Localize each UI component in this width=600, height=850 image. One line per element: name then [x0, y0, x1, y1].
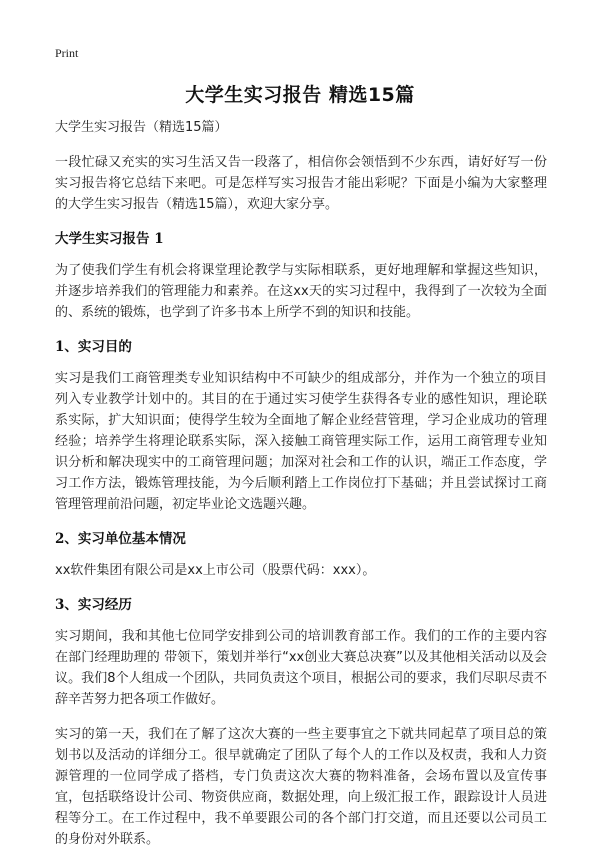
section-intro-paragraph: 为了使我们学生有机会将课堂理论教学与实际相联系，更好地理解和掌握这些知识，并逐步培养我们的管理能力和素养。在这xx天的实习过程中，我得到了一次较为全面的、系统的锻炼，也学到了许多书本上所学不到的知识和技能。	[55, 263, 547, 320]
heading-purpose: 1、实习目的	[55, 339, 132, 355]
section-heading: 大学生实习报告 1	[55, 231, 164, 247]
subtitle: 大学生实习报告（精选15篇）	[55, 120, 228, 135]
heading-experience: 3、实习经历	[55, 597, 132, 613]
experience-paragraph-1: 实习期间，我和其他七位同学安排到公司的培训教育部工作。我们的工作的主要内容在部门经理助理的 带领下，策划并举行“xx创业大赛总决赛”以及其他相关活动以及会议。我们8个人组成一个团队，共同负责这个项目，根据公司的要求，我们尽职尽责不辞辛苦努力把各项工作做好。	[55, 629, 547, 707]
company-info-paragraph: xx软件集团有限公司是xx上市公司（股票代码：xxx）。	[55, 563, 376, 578]
print-link[interactable]: Print	[55, 46, 79, 60]
page-title: 大学生实习报告 精选15篇	[185, 84, 415, 106]
document-body	[55, 117, 547, 850]
intro-paragraph: 一段忙碌又充实的实习生活又告一段落了，相信你会领悟到不少东西，请好好写一份实习报告将它总结下来吧。可是怎样写实习报告才能出彩呢？下面是小编为大家整理的大学生实习报告（精选15篇），欢迎大家分享。	[55, 155, 547, 212]
experience-paragraph-2: 实习的第一天，我们在了解了这次大赛的一些主要事宜之下就共同起草了项目总的策划书以及活动的详细分工。很早就确定了团队了每个人的工作以及权责，我和人力资源管理的一位同学成了搭档，专门负责这次大赛的物料准备，会场布置以及宣传事宜，包括联络设计公司、物资供应商，数据处理，向上级汇报工作，跟踪设计人员进程等分工。在工作过程中，我不单要跟公司的各个部门打交道，而且还要以公司员工的身份对外联系。	[55, 727, 547, 847]
purpose-paragraph: 实习是我们工商管理类专业知识结构中不可缺少的组成部分，并作为一个独立的项目列入专业教学计划中的。其目的在于通过实习使学生获得各专业的感性知识，理论联系实际，扩大知识面；使得学生较为全面地了解企业经营管理，学习企业成功的管理经验；培养学生将理论联系实际，深入接触工商管理实际工作，运用工商管理专业知识分析和解决现实中的工商管理问题；加深对社会和工作的认识，端正工作态度，学习工作方法，锻炼管理技能，为今后顺利踏上工作岗位打下基础；并且尝试探讨工商管理管理前沿问题，初定毕业论文选题兴趣。	[55, 371, 547, 512]
heading-company-info: 2、实习单位基本情况	[55, 531, 186, 547]
